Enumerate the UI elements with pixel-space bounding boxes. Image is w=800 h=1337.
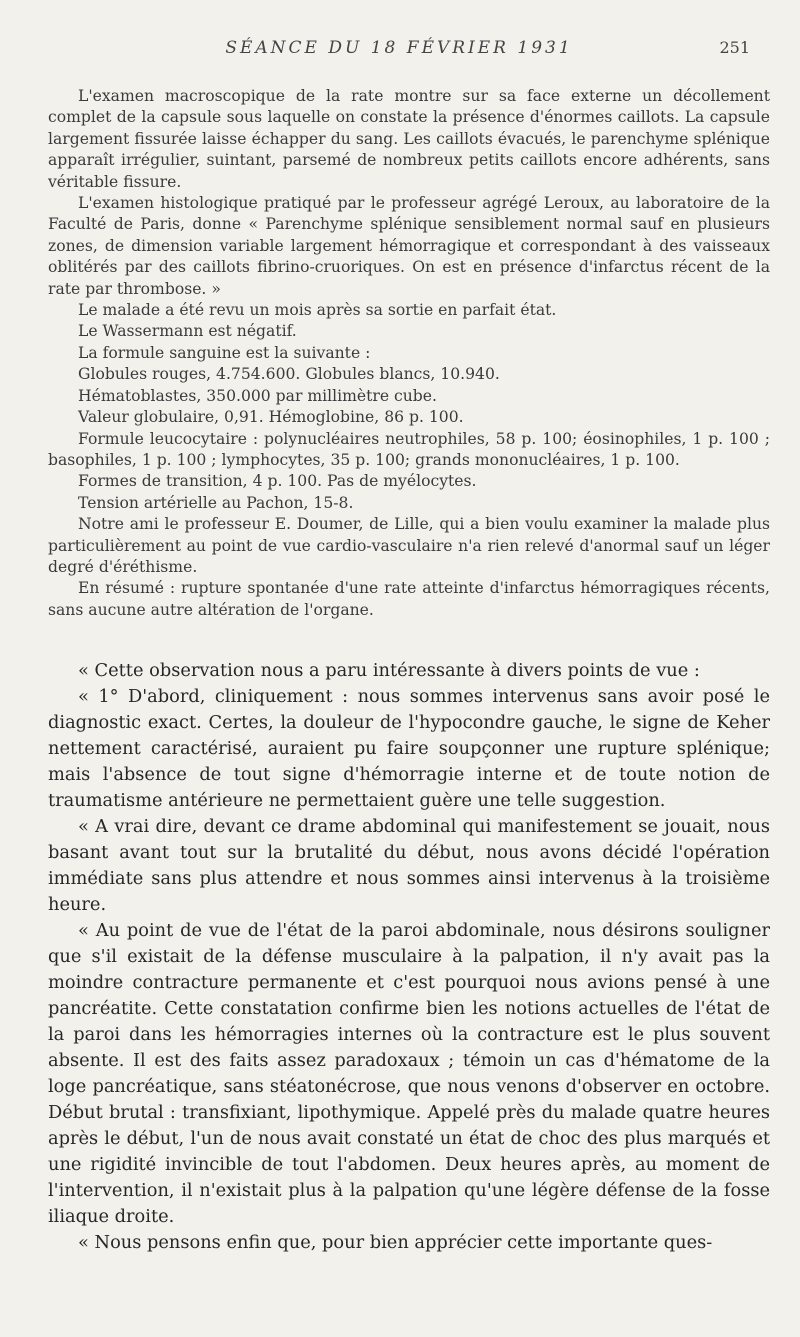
paragraph-histological-exam: L'examen histologique pratiqué par le professeur agrégé Leroux, au laboratoire de la Faculté de Paris, donne « Parenchyme splénique sensiblement normal sauf en plusieurs zones, de dimension variable largement hémorragique et correspondant à des vaisseaux oblitérés par des caillots fibrino-cruoriques. On est en présence d'infarctus récent de la rate par thrombose. » [48,194,770,298]
paragraph-globular-value: Valeur globulaire, 0,91. Hémoglobine, 86 p. 100. [78,408,464,427]
paragraph-hematoblasts: Hématoblastes, 350.000 par millimètre cube. [78,386,437,405]
paragraph-transition-forms: Formes de transition, 4 p. 100. Pas de myélocytes. [78,472,477,491]
paragraph-blood-formula-intro: La formule sanguine est la suivante : [78,343,371,362]
paragraph-leukocyte-formula: Formule leucocytaire : polynucléaires neutrophiles, 58 p. 100; éosinophiles, 1 p. 100 ; basophiles, 1 p. 100 ; lymphocytes, 35 p. 100; grands mononucléaires, 1 p. 100. [48,429,770,469]
paragraph-wassermann: Le Wassermann est négatif. [78,322,297,341]
paragraph-decision: « A vrai dire, devant ce drame abdominal qui manifestement se jouait, nous basant avant tout sur la brutalité du début, nous avons décidé l'opération immédiate sans plus attendre et nous sommes ainsi intervenus à la troisième heure. [48,816,770,915]
paragraph-clinical-point: « 1° D'abord, cliniquement : nous sommes intervenus sans avoir posé le diagnostic exact. Certes, la douleur de l'hypocondre gauche, le signe de Keher nettement caractérisé, auraient pu faire soupçonner une rupture splénique; mais l'absence de tout signe d'hémorragie interne et de toute notion de traumatisme antérieure ne permettaient guère une telle suggestion. [48,686,770,811]
paragraph-cardio-exam: Notre ami le professeur E. Doumer, de Lille, qui a bien voulu examiner la malade plus particulièrement au point de vue cardio-vasculaire n'a rien relevé d'anormal sauf un léger degré d'éréthisme. [48,515,770,576]
paragraph-summary: En résumé : rupture spontanée d'une rate atteinte d'infarctus hémorragiques récents, sans aucune autre altération de l'organe. [48,579,770,619]
paragraph-blood-cells: Globules rouges, 4.754.600. Globules blancs, 10.940. [78,365,500,384]
page-number: 251 [719,38,750,57]
observation-report-section [48,86,770,621]
paragraph-abdominal-wall: « Au point de vue de l'état de la paroi abdominale, nous désirons souligner que s'il existait de la défense musculaire à la palpation, il n'y avait pas la moindre contracture permanente et c'est pourquoi nous avions pensé à une pancréatite. Cette constatation confirme bien les notions actuelles de l'état de la paroi dans les hémorragies internes où la contracture est le plus souvent absente. Il est des faits assez paradoxaux ; témoin un cas d'hématome de la loge pancréatique, sans stéatonécrose, que nous venons d'observer en octobre. Début brutal : transfixiant, lipothymique. Appelé près du malade quatre heures après le début, l'un de nous avait constaté un état de choc des plus marqués et une rigidité invincible de tout l'abdomen. Deux heures après, au moment de l'intervention, il n'existait plus à la palpation qu'une légère défense de la fosse iliaque droite. [48,920,770,1227]
paragraph-blood-pressure: Tension artérielle au Pachon, 15-8. [78,493,354,512]
paragraph-conclusion-start: « Nous pensons enfin que, pour bien apprécier cette importante ques- [78,1232,713,1253]
paragraph-macroscopic-exam: L'examen macroscopique de la rate montre sur sa face externe un décollement complet de la capsule sous laquelle on constate la présence d'énormes caillots. La capsule largement fissurée laisse échapper du sang. Les caillots évacués, le parenchyme splénique apparaît irrégulier, suintant, parsemé de nombreux petits caillots encore adhérents, sans véritable fissure. [48,87,770,191]
paragraph-discussion-intro: « Cette observation nous a paru intéressante à divers points de vue : [78,660,700,681]
paragraph-follow-up: Le malade a été revu un mois après sa sortie en parfait état. [78,301,557,320]
page-header [48,38,750,62]
discussion-section [48,658,770,1256]
running-title: SÉANCE DU 18 FÉVRIER 1931 [225,38,573,58]
